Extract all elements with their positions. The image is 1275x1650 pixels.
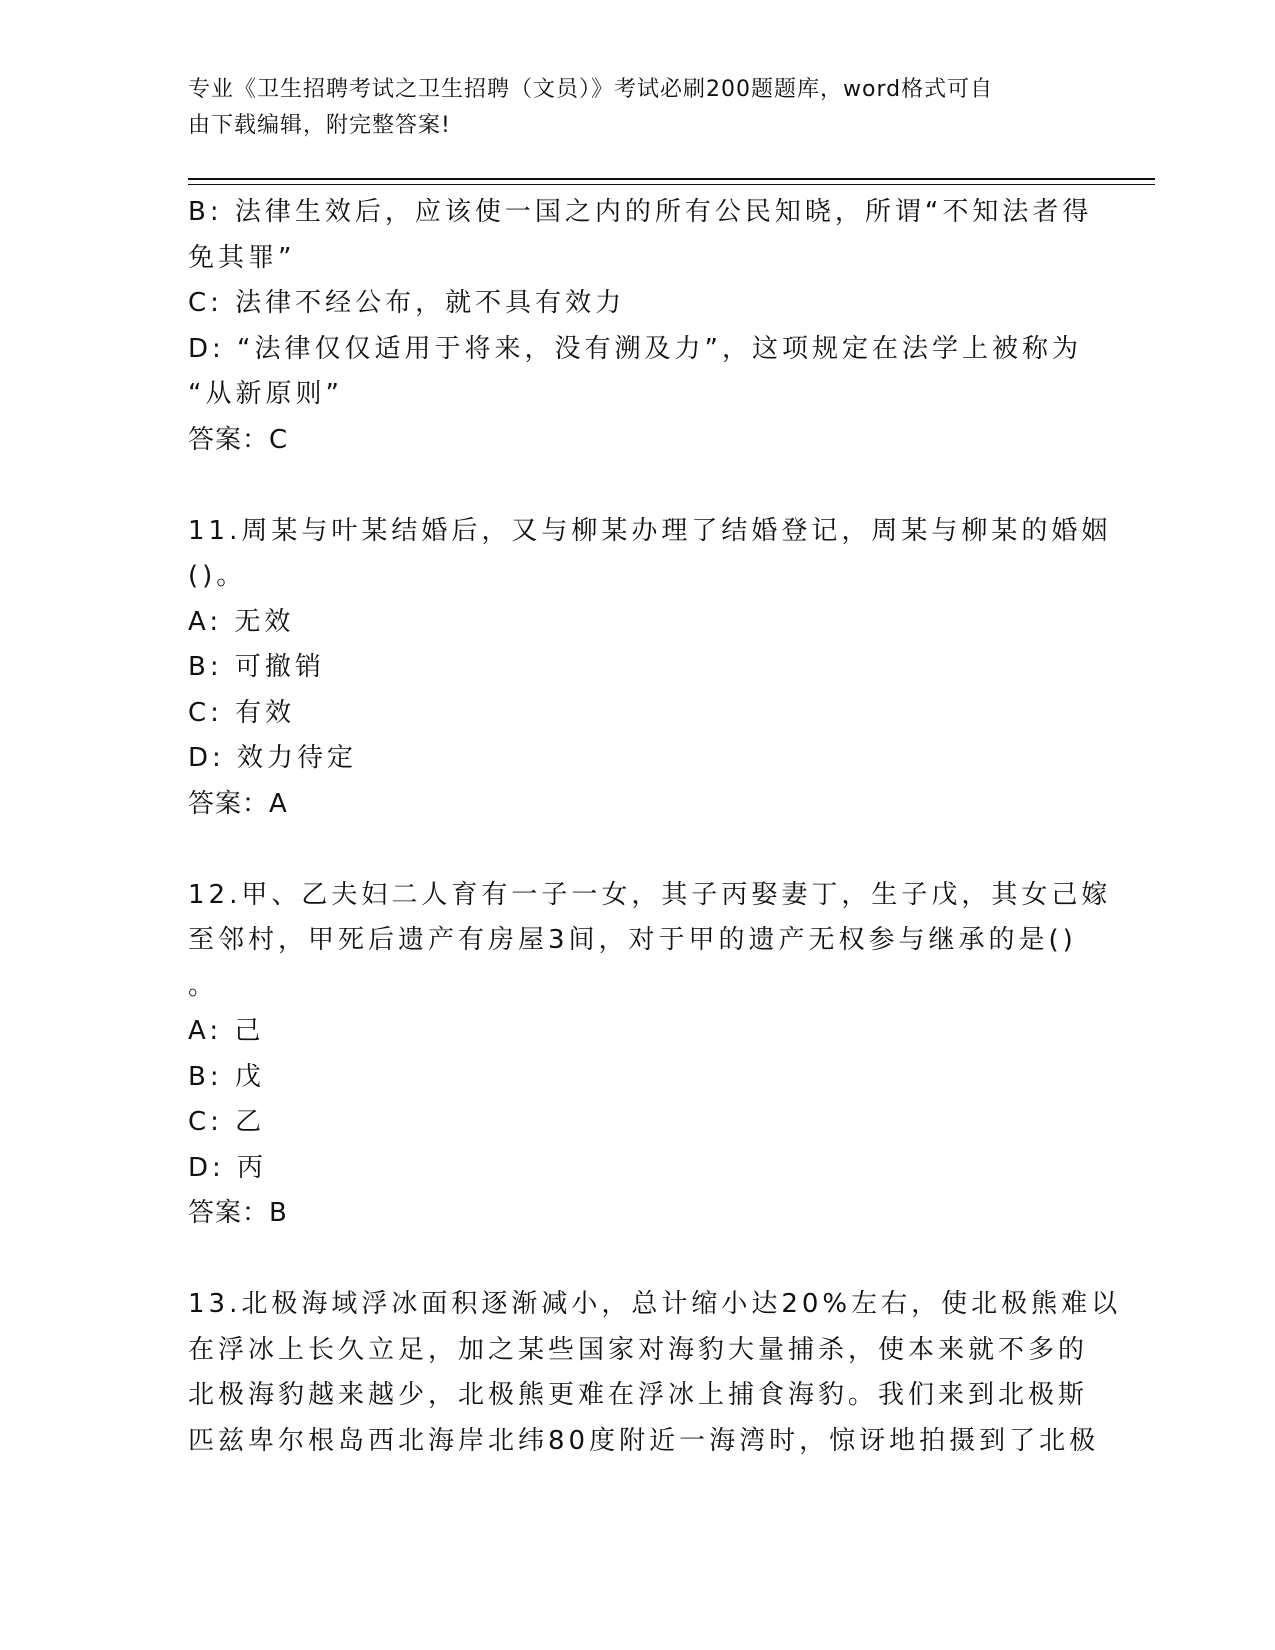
q12-stem-line-2: 至邻村，甲死后遗产有房屋3间，对于甲的遗产无权参与继承的是() <box>188 925 1077 955</box>
q12-option-d: D: 丙 <box>188 1152 268 1183</box>
q13-stem-line-2: 在浮冰上长久立足，加之某些国家对海豹大量捕杀，使本来就不多的 <box>188 1334 1089 1365</box>
q12-answer: 答案：B <box>188 1198 288 1228</box>
q10-option-d-line-2: “从新原则” <box>188 379 343 409</box>
q11-option-c: C: 有效 <box>188 697 296 728</box>
q11-stem-line-1: 11.周某与叶某结婚后，又与柳某办理了结婚登记，周某与柳某的婚姻 <box>188 515 1112 546</box>
q10-answer: 答案：C <box>188 424 289 455</box>
question-11 <box>188 509 1112 828</box>
document-body <box>188 190 1122 1464</box>
q12-stem-line-1: 12.甲、乙夫妇二人育有一子一女，其子丙娶妻丁，生子戊，其女己嫁 <box>188 879 1112 910</box>
q12-stem-line-3: 。 <box>188 970 219 1001</box>
spacer <box>188 827 1078 873</box>
q11-option-b: B: 可撤销 <box>188 652 325 682</box>
q10-option-d-line-1: D: “法律仅仅适用于将来，没有溯及力”，这项规定在法学上被称为 <box>188 333 1082 364</box>
q11-stem-line-2: ()。 <box>188 561 247 591</box>
q12-option-c: C: 乙 <box>188 1107 266 1137</box>
q13-stem-line-1: 13.北极海域浮冰面积逐渐减小，总计缩小达20%左右，使北极熊难以 <box>188 1289 1122 1319</box>
q13-stem-line-3: 北极海豹越来越少，北极熊更难在浮冰上捕食海豹。我们来到北极斯 <box>188 1380 1089 1410</box>
q11-option-d: D: 效力待定 <box>188 743 358 773</box>
q13-stem-line-4: 匹兹卑尔根岛西北海岸北纬80度附近一海湾时，惊讶地拍摄到了北极 <box>188 1425 1100 1456</box>
q11-answer: 答案：A <box>188 788 288 819</box>
q12-option-a: A: 己 <box>188 1016 265 1046</box>
document-header <box>188 72 1068 144</box>
question-13 <box>188 1282 1122 1464</box>
question-12 <box>188 873 1112 1237</box>
q10-option-b-line-1: B: 法律生效后，应该使一国之内的所有公民知晓，所谓“不知法者得 <box>188 197 1093 227</box>
header-divider-thick <box>188 178 1155 180</box>
header-title-line-1: 专业《卫生招聘考试之卫生招聘（文员）》考试必刷200题题库，word格式可自 <box>188 77 994 102</box>
q10-option-b-line-2: 免其罪” <box>188 242 296 273</box>
spacer <box>188 463 1078 509</box>
header-title-line-2: 由下载编辑，附完整答案! <box>188 113 451 138</box>
q10-option-c: C: 法律不经公布，就不具有效力 <box>188 288 626 318</box>
header-divider-thin <box>188 184 1155 185</box>
q12-option-b: B: 戊 <box>188 1061 265 1092</box>
question-10-tail <box>188 190 1093 463</box>
q11-option-a: A: 无效 <box>188 606 295 637</box>
spacer <box>188 1237 1078 1283</box>
